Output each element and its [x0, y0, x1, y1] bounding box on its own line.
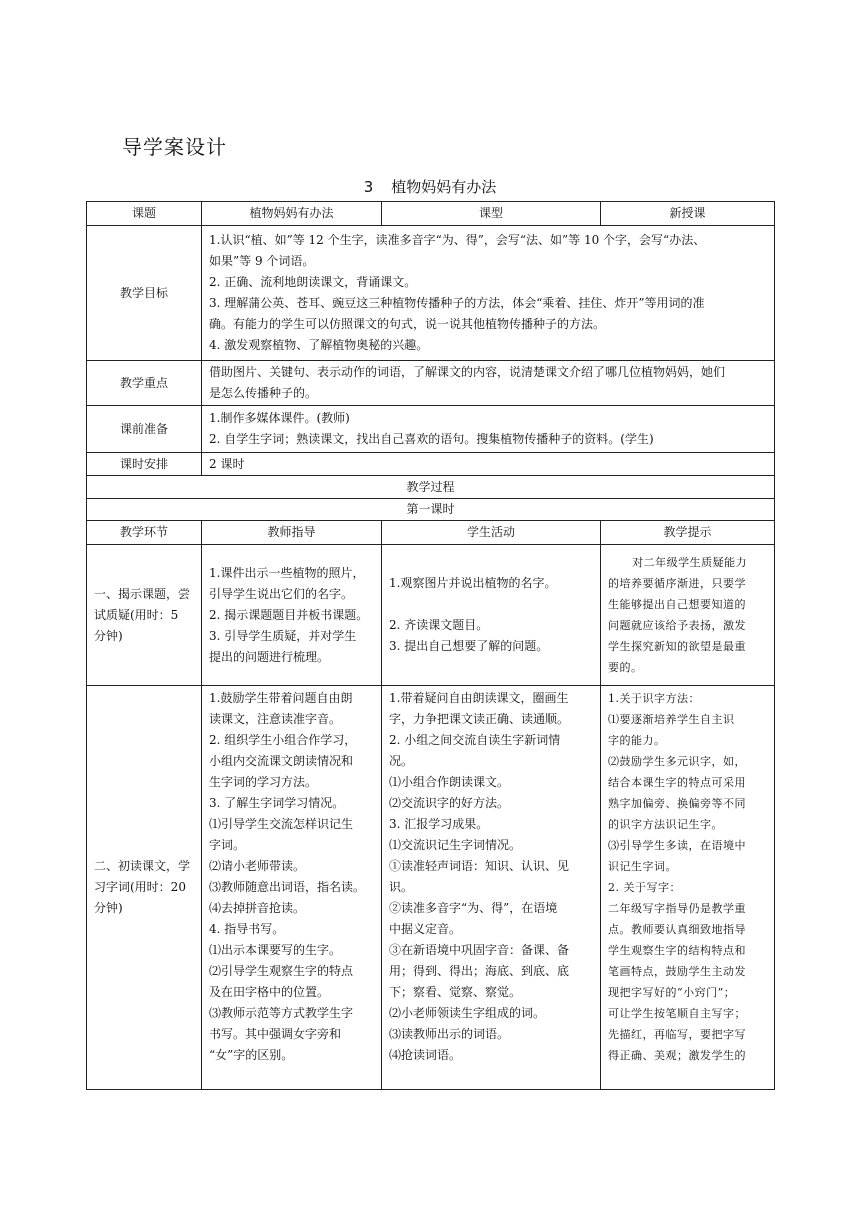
- student-line: ③在新语境中巩固字音：备课、备: [389, 943, 570, 957]
- stage-line: 二、初读课文，学: [94, 859, 191, 873]
- prep-line: 2. 自学生字词；熟读课文，找出自己喜欢的语句。搜集植物传播种子的资料。(学生): [209, 432, 654, 446]
- focus-label: 教学重点: [87, 361, 202, 406]
- stage-line: 分钟): [94, 628, 123, 643]
- teacher-line: ⑶教师示范等方式教学生字: [209, 1006, 354, 1020]
- stage-cell: [87, 686, 202, 1090]
- student-line: 1.观察图片并说出植物的名字。: [389, 576, 557, 590]
- teacher-line: 提出的问题进行梳理。: [209, 649, 330, 664]
- header-tips: 教学提示: [601, 521, 775, 545]
- process-row: [87, 686, 775, 1090]
- lesson-number: 3: [363, 178, 374, 196]
- goals-content: [202, 226, 775, 361]
- tips-line: 笔画特点，鼓励学生主动发: [608, 965, 746, 978]
- focus-content: [202, 361, 775, 406]
- teacher-line: 小组内交流课文朗读情况和: [209, 754, 354, 768]
- process-title-row: [87, 476, 775, 499]
- stage-line: 习字词(用时：20: [94, 880, 186, 894]
- goal-line: 2. 正确、流利地朗读课文，背诵课文。: [209, 275, 417, 289]
- tips-line: 2. 关于写字：: [608, 881, 681, 894]
- goal-line: 1.认识“植、如”等 12 个生字，读准多音字“为、得”，会写“法、如”等 10 个字，会写“办法、: [209, 233, 706, 247]
- tips-line: 的识字方法识记生字。: [608, 818, 723, 831]
- goals-row: [87, 226, 775, 361]
- student-line: 中据义定音。: [389, 922, 462, 936]
- focus-line: 是怎么传播种子的。: [209, 386, 318, 400]
- student-line: 2. 小组之间交流自读生字新词情: [389, 733, 561, 747]
- prep-content: [202, 406, 775, 453]
- teacher-line: ⑶教师随意出词语，指名读。: [209, 880, 366, 894]
- hours-value: 2 课时: [202, 453, 775, 476]
- teacher-line: ⑴出示本课要写的生字。: [209, 943, 342, 957]
- student-line: ⑶读教师出示的词语。: [389, 1027, 510, 1041]
- process-header-row: [87, 521, 775, 545]
- teacher-cell: [202, 545, 382, 686]
- teacher-line: 引导学生说出它们的名字。: [209, 586, 354, 601]
- tips-line: 识记生字词。: [608, 860, 677, 873]
- tips-line: 生能够提出自己想要知道的: [608, 598, 746, 611]
- type-value: 新授课: [601, 202, 775, 226]
- header-teacher: 教师指导: [202, 521, 382, 545]
- header-stage: 教学环节: [87, 521, 202, 545]
- student-line: ⑴交流识记生字词情况。: [389, 838, 522, 852]
- tips-line: 可让学生按笔顺自主写字；: [608, 1007, 746, 1020]
- goals-label: 教学目标: [87, 226, 202, 361]
- student-line: 3. 提出自己想要了解的问题。: [389, 639, 549, 653]
- teacher-line: 3. 了解生字词学习情况。: [209, 796, 345, 810]
- tips-line: 问题就应该给予表扬，激发: [608, 619, 746, 632]
- goal-line: 4. 激发观察植物、了解植物奥秘的兴趣。: [209, 338, 429, 352]
- stage-cell: [87, 545, 202, 686]
- tips-line: ⑴要逐渐培养学生自主识: [608, 713, 735, 726]
- stage-line: 试质疑(用时：5: [94, 607, 179, 622]
- teacher-line: 生字词的学习方法。: [209, 775, 318, 789]
- tips-line: 学生探究新知的欲望是最重: [608, 640, 746, 653]
- header-student: 学生活动: [382, 521, 601, 545]
- teacher-line: ⑵请小老师带读。: [209, 859, 306, 873]
- teacher-line: 1.鼓励学生带着问题自由朗: [209, 691, 353, 705]
- teacher-line: ⑵引导学生观察生字的特点: [209, 964, 354, 978]
- student-line: 1.带着疑问自由朗读课文，圈画生: [389, 691, 569, 705]
- tips-line: 的培养要循序渐进，只要学: [608, 577, 746, 590]
- student-line: ⑵交流识字的好方法。: [389, 796, 510, 810]
- tips-line: 要的。: [608, 661, 643, 674]
- student-line: 字，力争把课文读正确、读通顺。: [389, 712, 570, 726]
- teacher-line: 读课文，注意读准字音。: [209, 712, 342, 726]
- tips-line: 得正确、美观；激发学生的: [608, 1049, 746, 1062]
- process-title: 教学过程: [87, 476, 775, 499]
- topic-value: 植物妈妈有办法: [202, 202, 382, 226]
- student-cell: [382, 545, 601, 686]
- tips-line: 学生观察生字的结构特点和: [608, 944, 746, 957]
- teacher-line: ⑷去掉拼音抢读。: [209, 901, 306, 915]
- teacher-line: 及在田字格中的位置。: [209, 985, 330, 999]
- student-line: 下；察看、觉察、察觉。: [389, 985, 522, 999]
- student-line: ②读准多音字“为、得”，在语境: [389, 901, 558, 915]
- lesson-plan-table: [86, 201, 775, 1090]
- teacher-line: 3. 引导学生质疑，并对学生: [209, 628, 357, 643]
- tips-line: 二年级写字指导仍是教学重: [608, 902, 746, 915]
- tips-cell: [601, 686, 775, 1090]
- period-title: 第一课时: [87, 499, 775, 521]
- tips-line: ⑵鼓励学生多元识字，如，: [608, 755, 746, 768]
- period-row: [87, 499, 775, 521]
- teacher-line: 字词。: [209, 838, 246, 852]
- tips-line: 现把字写好的“小窍门”；: [608, 986, 736, 999]
- student-line: 况。: [389, 754, 414, 768]
- tips-line: 熟字加偏旁、换偏旁等不同: [608, 797, 746, 810]
- lesson-name: 植物妈妈有办法: [391, 178, 497, 196]
- goal-line: 如果”等 9 个词语。: [209, 254, 315, 268]
- teacher-line: 2. 组织学生小组合作学习，: [209, 733, 357, 747]
- student-line: 识。: [389, 880, 414, 894]
- student-line: ⑴小组合作朗读课文。: [389, 775, 510, 789]
- teacher-line: 书写。其中强调女字旁和: [209, 1027, 342, 1041]
- hours-label: 课时安排: [87, 453, 202, 476]
- student-cell: [382, 686, 601, 1090]
- stage-line: 分钟): [94, 901, 123, 915]
- tips-line: 字的能力。: [608, 734, 666, 747]
- student-line: 3. 汇报学习成果。: [389, 817, 489, 831]
- tips-line: 先描红，再临写，要把字写: [608, 1028, 746, 1041]
- student-line: [389, 594, 593, 615]
- student-line: 2. 齐读课文题目。: [389, 618, 489, 632]
- topic-row: [87, 202, 775, 226]
- teacher-line: “女”字的区别。: [209, 1048, 294, 1062]
- focus-row: [87, 361, 775, 406]
- student-line: 用；得到、得出；海底、到底、底: [389, 964, 570, 978]
- topic-label: 课题: [87, 202, 202, 226]
- prep-label: 课前准备: [87, 406, 202, 453]
- focus-line: 借助图片、关键句、表示动作的词语，了解课文的内容，说清楚课文介绍了哪几位植物妈妈，她们: [209, 365, 726, 379]
- type-label: 课型: [382, 202, 601, 226]
- student-line: ⑷抢读词语。: [389, 1048, 462, 1062]
- process-row: [87, 545, 775, 686]
- teacher-line: 2. 揭示课题题目并板书课题。: [209, 607, 369, 622]
- student-line: ⑵小老师领读生字组成的词。: [389, 1006, 546, 1020]
- document-title: 导学案设计: [122, 135, 227, 159]
- hours-row: [87, 453, 775, 476]
- tips-line: 点。教师要认真细致地指导: [608, 923, 746, 936]
- tips-line: 结合本课生字的特点可采用: [608, 776, 746, 789]
- tips-line: 1.关于识字方法：: [608, 692, 700, 705]
- tips-line: 对二年级学生质疑能力: [632, 556, 748, 569]
- tips-line: ⑶引导学生多读，在语境中: [608, 839, 746, 852]
- stage-line: 一、揭示课题，尝: [94, 586, 191, 601]
- teacher-line: 1.课件出示一些植物的照片，: [209, 565, 365, 580]
- prep-row: [87, 406, 775, 453]
- teacher-cell: [202, 686, 382, 1090]
- lesson-title: [0, 176, 860, 197]
- teacher-line: 4. 指导书写。: [209, 922, 285, 936]
- prep-line: 1.制作多媒体课件。(教师): [209, 411, 350, 425]
- tips-cell: [601, 545, 775, 686]
- teacher-line: ⑴引导学生交流怎样识记生: [209, 817, 354, 831]
- goal-line: 3. 理解蒲公英、苍耳、豌豆这三种植物传播种子的方法，体会“乘着、挂住、炸开”等用词的准: [209, 296, 705, 310]
- student-line: ①读准轻声词语：知识、认识、见: [389, 859, 570, 873]
- goal-line: 确。有能力的学生可以仿照课文的句式，说一说其他植物传播种子的方法。: [209, 317, 606, 331]
